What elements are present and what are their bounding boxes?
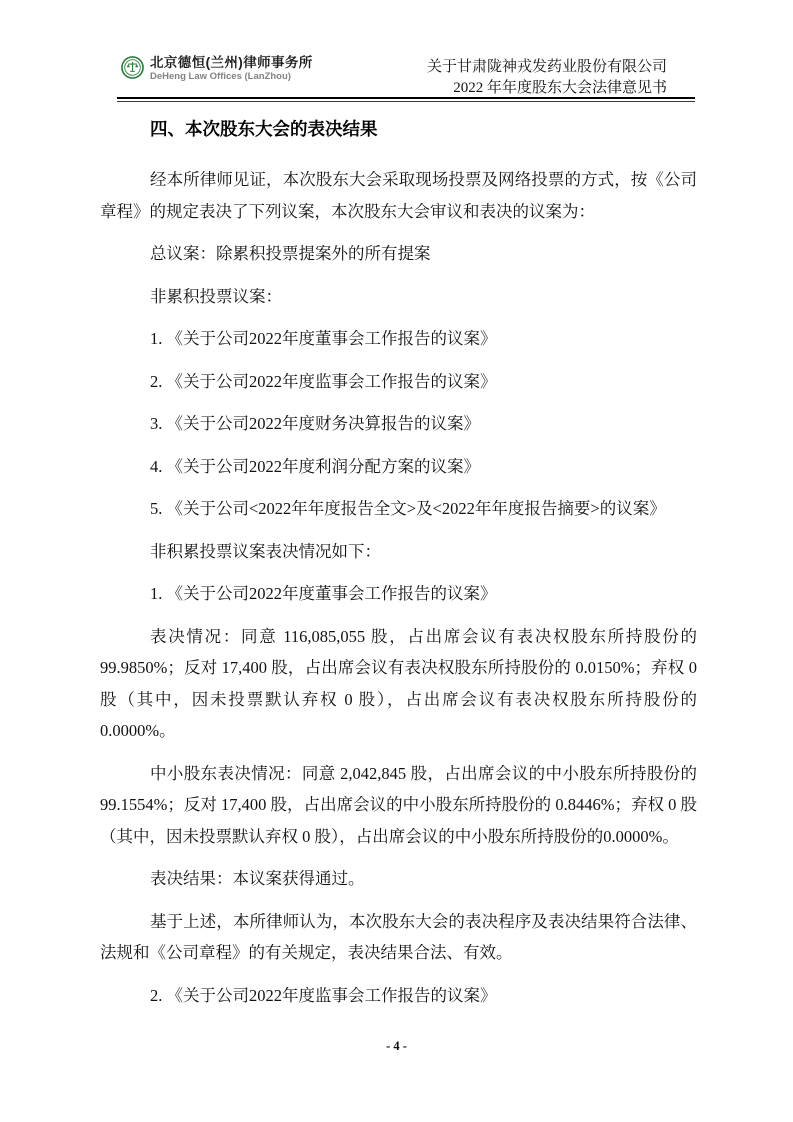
vote-outcome-line: 表决结果：本议案获得通过。 [150,869,365,888]
document-title-line2: 2022 年年度股东大会法律意见书 [453,80,667,96]
proposal-item-3: 3. 《关于公司2022年度财务决算报告的议案》 [150,414,480,433]
lawyer-opinion-paragraph: 基于上述，本所律师认为，本次股东大会的表决程序及表决结果符合法律、法规和《公司章程》的有关规定，表决结果合法、有效。 [100,911,697,962]
firm-identity [121,55,313,83]
proposal-item-1: 1. 《关于公司2022年度董事会工作报告的议案》 [150,329,497,348]
voted-proposal-1-title: 1. 《关于公司2022年度董事会工作报告的议案》 [150,584,497,603]
header-rule-thick-line [117,97,695,99]
document-body [100,116,697,1022]
firm-names [150,55,313,83]
header-rule [117,97,695,102]
proposal-item-5: 5. 《关于公司<2022年年度报告全文>及<2022年年度报告摘要>的议案》 [150,499,666,518]
intro-paragraph: 经本所律师见证，本次股东大会采取现场投票及网络投票的方式，按《公司章程》的规定表决了下列议案，本次股东大会审议和表决的议案为： [100,170,697,221]
page-footer [0,1039,793,1054]
document-title-line1: 关于甘肃陇神戎发药业股份有限公司 [426,59,667,75]
deheng-scales-logo-icon [121,56,144,79]
section-heading: 四、本次股东大会的表决结果 [150,119,378,139]
proposal-item-4: 4. 《关于公司2022年度利润分配方案的议案》 [150,456,480,476]
page-number: - 4 - [386,1039,407,1053]
header-rule-thin-line [117,101,695,102]
document-title [427,57,667,99]
vote-result-small-holders: 中小股东表决情况：同意 2,042,845 股，占出席会议的中小股东所持股份的99.1554%；反对 17,400 股，占出席会议的中小股东所持股份的 0.8446%；弃权 0 股（其中，因未投票默认弃权 0 股），占出席会议的中小股东所持股份的0.0000%。 [100,763,697,846]
vote-result-all-holders: 表决情况：同意 116,085,055 股，占出席会议有表决权股东所持股份的99.9850%；反对 17,400 股，占出席会议有表决权股东所持股份的 0.0150%；弃权 0 股（其中，因未投票默认弃权 0 股），占出席会议有表决权股东所持股份的 0.0000%。 [100,626,697,740]
firm-name-english: DeHeng Law Offices (LanZhou) [150,71,291,82]
firm-name-chinese: 北京德恒(兰州)律师事务所 [150,55,313,70]
general-proposal-line: 总议案：除累积投票提案外的所有提案 [150,244,431,263]
voted-proposal-2-title: 2. 《关于公司2022年度监事会工作报告的议案》 [150,985,497,1005]
proposal-item-2: 2. 《关于公司2022年度监事会工作报告的议案》 [150,371,497,391]
non-cumulative-label: 非累积投票议案： [150,286,282,306]
voting-status-label: 非积累投票议案表决情况如下： [150,541,381,561]
